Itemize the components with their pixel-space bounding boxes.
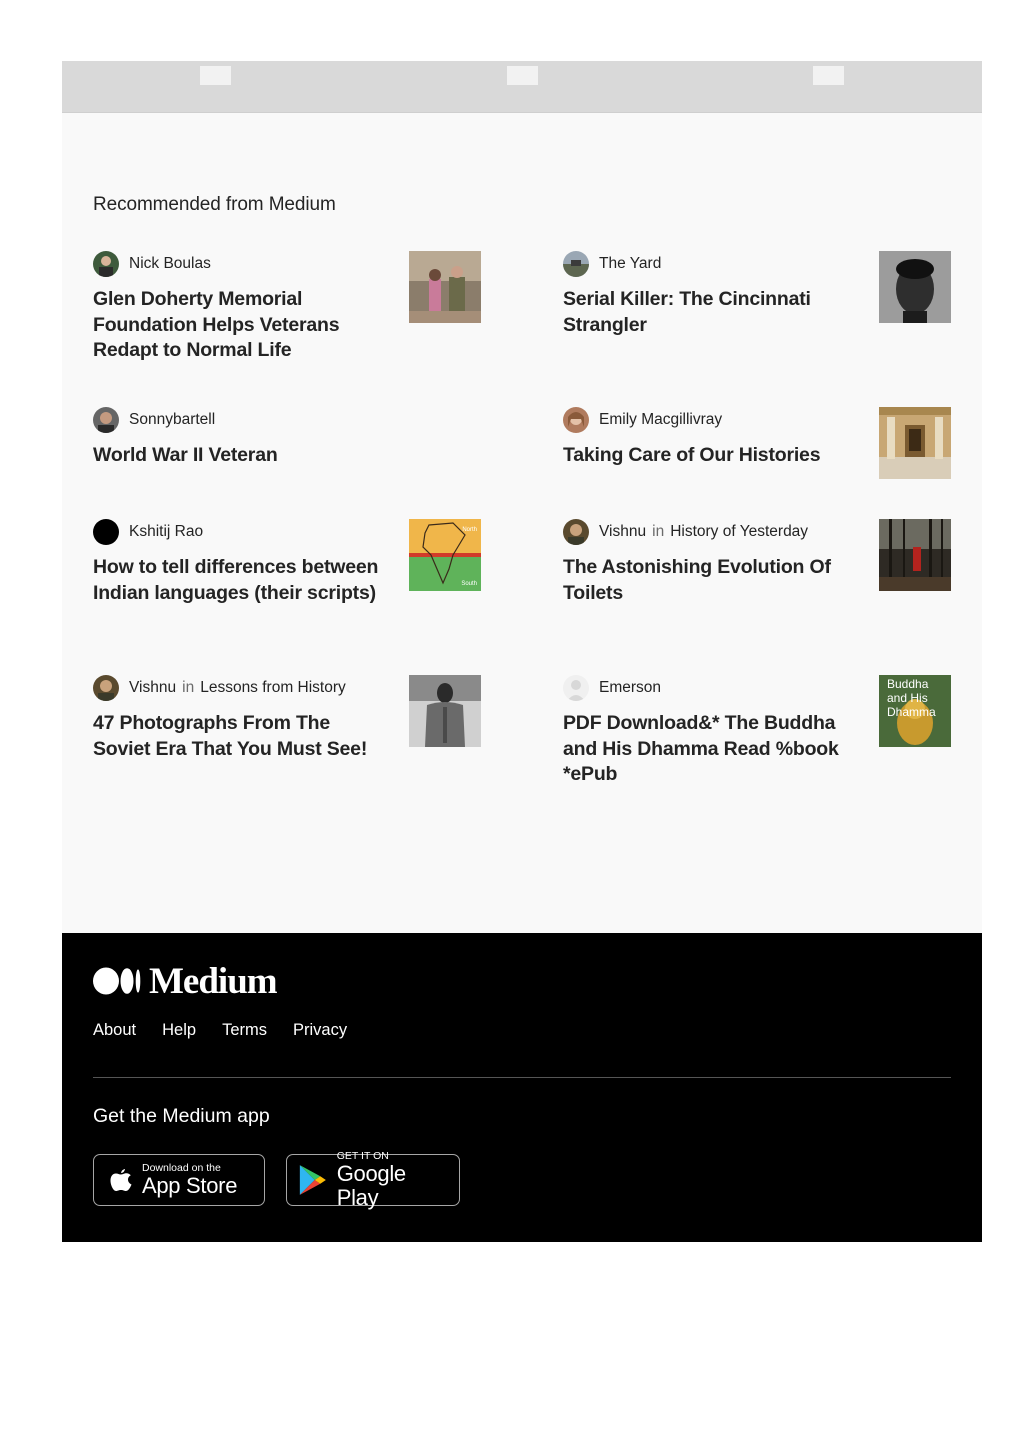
story-thumbnail[interactable]: [879, 407, 951, 479]
author-avatar[interactable]: [563, 519, 589, 545]
app-store-text: [142, 1162, 237, 1198]
recommended-heading: Recommended from Medium: [93, 194, 336, 215]
story-title[interactable]: The Astonishing Evolution Of Toilets: [563, 556, 831, 604]
footer-divider: [93, 1077, 951, 1078]
recommended-section: [62, 113, 982, 933]
story-card[interactable]: [563, 251, 951, 338]
medium-wordmark: Medium: [149, 960, 277, 1002]
author-avatar[interactable]: [563, 675, 589, 701]
in-word: in: [652, 523, 665, 540]
store-badges: [93, 1150, 951, 1210]
author-name[interactable]: Emerson: [599, 679, 662, 696]
placeholder-tab: [507, 66, 538, 85]
google-play-big-label: Google Play: [336, 1161, 406, 1210]
author-avatar[interactable]: [93, 519, 119, 545]
footer-link-about[interactable]: About: [93, 1021, 137, 1039]
story-title[interactable]: How to tell differences between Indian languages (their scripts): [93, 556, 379, 604]
author-avatar[interactable]: [93, 407, 119, 433]
author-name[interactable]: Nick Boulas: [129, 255, 211, 272]
story-title[interactable]: 47 Photographs From The Soviet Era That You Must See!: [93, 712, 368, 760]
story-thumbnail[interactable]: [879, 519, 951, 591]
app-heading: Get the Medium app: [93, 1105, 270, 1127]
story-card[interactable]: [563, 407, 951, 469]
story-card[interactable]: [93, 519, 481, 606]
google-play-small-label: GET IT ON: [336, 1150, 389, 1162]
story-thumbnail[interactable]: [409, 519, 481, 591]
placeholder-tab: [200, 66, 231, 85]
story-thumbnail[interactable]: [879, 251, 951, 323]
placeholder-tab: [813, 66, 844, 85]
story-title[interactable]: Glen Doherty Memorial Foundation Helps Veterans Redapt to Normal Life: [93, 288, 340, 362]
story-thumbnail[interactable]: [409, 675, 481, 747]
footer-link-privacy[interactable]: Privacy: [292, 1021, 348, 1039]
map-south-label: South: [461, 581, 477, 587]
footer-link-help[interactable]: Help: [162, 1021, 197, 1039]
page-frame: [62, 61, 982, 1242]
map-north-label: North: [462, 527, 477, 533]
story-thumbnail[interactable]: [879, 675, 951, 747]
story-title[interactable]: PDF Download&* The Buddha and His Dhamma Read %book *ePub: [563, 712, 839, 786]
book-cover-title: Buddha and His Dhamma: [887, 677, 936, 719]
story-card[interactable]: [563, 675, 951, 788]
author-name[interactable]: The Yard: [599, 255, 662, 272]
publication-name[interactable]: Lessons from History: [200, 679, 346, 696]
app-store-small-label: Download on the: [142, 1162, 221, 1174]
author-avatar[interactable]: [93, 675, 119, 701]
google-play-text: [337, 1150, 445, 1210]
author-name[interactable]: Vishnu: [129, 679, 177, 696]
app-store-button[interactable]: [93, 1154, 265, 1206]
story-thumbnail[interactable]: [409, 251, 481, 323]
publication-name[interactable]: History of Yesterday: [670, 523, 809, 540]
story-card[interactable]: [93, 407, 481, 469]
story-title[interactable]: Serial Killer: The Cincinnati Strangler: [563, 288, 811, 336]
story-card[interactable]: [563, 519, 951, 606]
top-bar: [62, 61, 982, 113]
medium-logo-icon: [93, 966, 143, 996]
story-card[interactable]: [93, 675, 481, 762]
author-name[interactable]: Vishnu: [599, 523, 647, 540]
footer-links: [93, 1021, 951, 1040]
app-store-big-label: App Store: [142, 1173, 238, 1198]
author-name[interactable]: Emily Macgillivray: [599, 411, 723, 428]
author-avatar[interactable]: [93, 251, 119, 277]
author-name[interactable]: Sonnybartell: [129, 411, 216, 428]
story-title[interactable]: World War II Veteran: [93, 444, 278, 466]
site-footer: [62, 933, 982, 1242]
author-avatar[interactable]: [563, 407, 589, 433]
story-card[interactable]: [93, 251, 481, 364]
google-play-icon: [298, 1162, 328, 1198]
medium-logo[interactable]: [93, 960, 951, 1002]
author-avatar[interactable]: [563, 251, 589, 277]
author-name[interactable]: Kshitij Rao: [129, 523, 204, 540]
google-play-button[interactable]: [286, 1150, 460, 1210]
story-title[interactable]: Taking Care of Our Histories: [563, 444, 821, 466]
story-meta: [93, 407, 481, 433]
footer-link-terms[interactable]: Terms: [222, 1021, 267, 1039]
in-word: in: [182, 679, 195, 696]
apple-icon: [108, 1165, 134, 1195]
